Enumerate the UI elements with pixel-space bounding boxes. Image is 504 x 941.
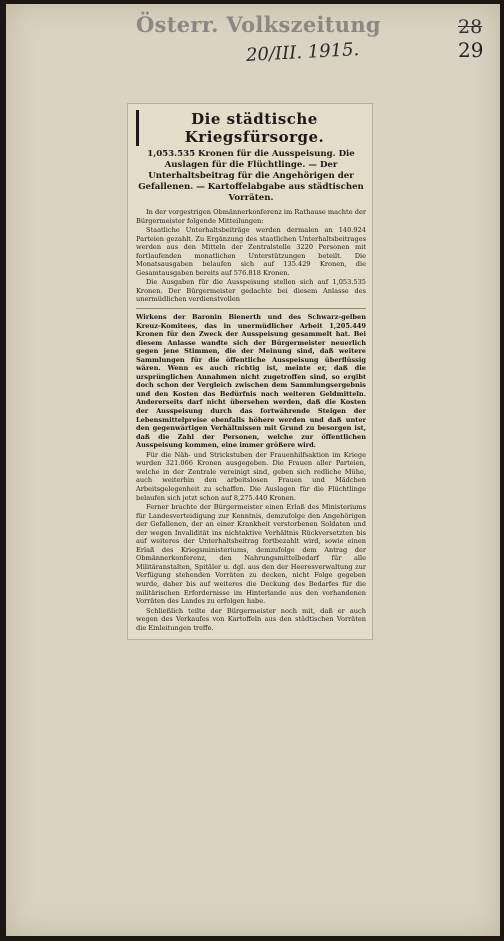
handwritten-date: 20/III. 1915.	[245, 39, 360, 66]
article-subheadline: 1,053.535 Kronen für die Ausspeisung. Die Auslagen für die Flüchtlinge. — Der Unterhaltsbeitrag für die Angehörigen der Gefallenen. — Kartoffelabgabe aus städtischen Vorräten.	[138, 149, 364, 203]
article-paragraph: Die Ausgaben für die Ausspeisung stellen sich auf 1,053.535 Kronen. Der Bürgermeister gedachte bei diesem Anlasse des unermüdlichen verdienstvollen	[136, 278, 366, 304]
article-paragraph: In der vorgestrigen Obmännerkonferenz im Rathause machte der Bürgermeister folgende Mitteilungen:	[136, 208, 366, 225]
page-number: 29	[458, 38, 484, 62]
newspaper-clipping	[128, 104, 372, 639]
article-headline: Die städtische Kriegsfürsorge.	[136, 110, 366, 146]
article-paragraph: Staatliche Unterhaltsbeiträge werden dermalen an 140.924 Parteien gezahlt. Zu Ergänzung des staatlichen Unterhaltsbeitrages werden aus den Mitteln der Zentralstelle 3220 Personen mit fortlaufenden monatlichen Unterstützungen beteilt. Die Monatsausgaben belaufen sich auf 135.429 Kronen, die Gesamtausgaben bereits auf 576.818 Kronen.	[136, 226, 366, 277]
article-paragraph: Ferner brachte der Bürgermeister einen Erlaß des Ministeriums für Landesverteidigung zur Kenntnis, demzufolge den Angehörigen der Gefallenen, der an einer Krankheit verstorbenen Soldaten und der wegen Invalidität ins nichtaktive Verhältnis Rückversetzten bis auf weiteres der Unterhaltsbeitrag fortbezahlt wird, sowie einen Erlaß des Kriegsministeriums, demzufolge dem Antrag der Obmännerkonferenz, den Nahrungsmittelbedarf für alle Militäranstalten, Spitäler u. dgl. aus den der Heeresverwaltung zur Verfügung stehenden Vorräten zu decken, nicht Folge gegeben wurde, daher bis auf weiteres die Deckung des Bedarfes für die militärischen Erfordernisse im Hinterlande aus den vorhandenen Vorräten des Landes zu erfolgen habe.	[136, 503, 366, 606]
publication-stamp: Österr. Volkszeitung	[136, 12, 381, 37]
crossed-page-number: 28	[458, 16, 483, 38]
article-paragraph: Für die Näh- und Strickstuben der Frauenhilfsaktion im Kriege wurden 321.066 Kronen ausgegeben. Die Frauen aller Parteien, welche in der Zentrale vereinigt sind, geben sich redliche Mühe, auch weiterhin den arbeitslosen Frauen und Mädchen Arbeitsgelegenheit zu schaffen. Die Auslagen für die Flüchtlinge belaufen sich jetzt schon auf 8,275.440 Kronen.	[136, 450, 366, 502]
article-paragraph: Wirkens der Baronin Bienerth und des Schwarz-gelben Kreuz-Komitees, das in unermüdlicher Arbeit 1,205.449 Kronen für den Zweck der Ausspeisung gesammelt hat. Bei diesem Anlasse wandte sich der Bürgermeister neuerlich gegen jene Stimmen, die der Meinung sind, daß weitere Sammlungen für die öffentliche Ausspeisung überflüssig wären. Wenn es auch richtig ist, meinte er, daß die ursprünglichen Annahmen nicht zugetroffen sind, so ergibt doch schon der Vergleich zwischen dem Sammlungsergebnis und den Kosten das Bedürfnis nach weiteren Geldmitteln. Andererseits darf nicht übersehen werden, daß die Kosten der Ausspeisung durch das fortwährende Steigen der Lebensmittelpreise ebenfalls höhere werden und daß unter den gegenwärtigen Verhältnissen mit Grund zu besorgen ist, daß die Zahl der Personen, welche zur öffentlichen Ausspeisung kommen, eine immer größere wird.	[136, 313, 366, 450]
clipping-continuation	[136, 308, 366, 632]
archive-sheet	[6, 4, 500, 936]
article-paragraph: Schließlich teilte der Bürgermeister noch mit, daß er auch wegen des Verkaufes von Kartoffeln aus den städtischen Vorräten die Einleitungen treffe.	[136, 606, 366, 632]
